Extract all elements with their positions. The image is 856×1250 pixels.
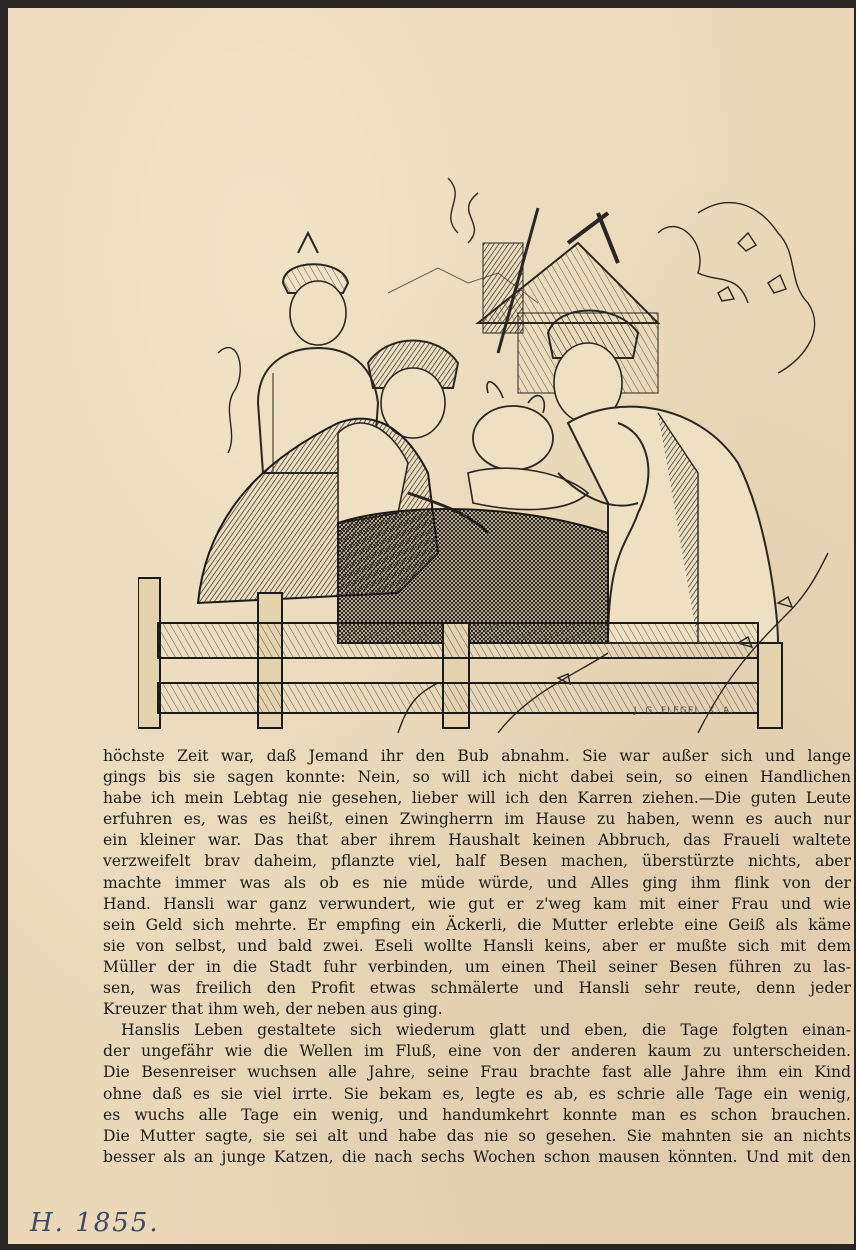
text-line: verzweifelt brav daheim, pflanzte viel, half Besen machen, überstürzte nichts, aber [103,852,851,871]
archive-handwritten-mark: H. 1855. [30,1208,160,1238]
text-line: sie von selbst, und bald zwei. Eseli wollte Hansli keins, aber er mußte sich mit dem [103,936,851,955]
text-line: Die Besenreiser wuchsen alle Jahre, seine Frau brachte fast alle Jahre ihm ein Kind [103,1063,851,1082]
engraving-illustration [138,173,838,738]
foliage-shape [658,203,815,373]
engraver-signature: J. G. FLEGEL. X. A. [633,706,734,716]
text-line: machte immer was als ob es nie müde würde, und Alles ging ihm flink von der [103,873,851,892]
text-line: ohne daß es sie viel irrte. Sie bekam es, legte es ab, es schrie alle Tage ein wenig, [103,1084,851,1103]
smoke-shape [448,178,478,243]
text-line: ein kleiner war. Das that aber ihrem Haushalt keinen Abbruch, das Fraueli waltete [103,831,851,850]
text-line: Hand. Hansli war ganz verwundert, wie gut er z'weg kam mit einer Frau und wie [103,894,851,913]
text-line: Die Mutter sagte, sie sei alt und habe das nie so gesehen. Sie mahnten sie an nichts [103,1126,851,1145]
text-line: habe ich mein Lebtag nie gesehen, lieber will ich den Karren ziehen.—Die guten Leute [103,789,851,808]
book-page [8,8,854,1244]
text-line: Kreuzer that ihm weh, der neben aus ging. [103,1000,443,1019]
text-line: höchste Zeit war, daß Jemand ihr den Bub abnahm. Sie war außer sich und lange [103,747,851,765]
text-line: sen, was freilich den Profit etwas schmälerte und Hansli sehr reute, denn jeder [103,979,851,998]
text-line: erfuhren es, was es heißt, einen Zwingherrn im Hause zu haben, wenn es auch nur [103,810,851,829]
text-line: Müller der in die Stadt fuhr verbinden, um einen Theil seiner Besen führen zu las- [103,957,851,976]
text-line: es wuchs alle Tage ein wenig, und handumkehrt konnte man es schon brauchen. [103,1105,851,1124]
body-text [103,746,851,1168]
text-line: gings bis sie sagen konnte: Nein, so will ich nicht dabei sein, so einen Handlichen [103,768,851,787]
text-line: Hanslis Leben gestaltete sich wiederum glatt und eben, die Tage folgten einan- [121,1021,851,1040]
text-line: sein Geld sich mehrte. Er empfing ein Äckerli, die Mutter erlebte eine Geiß als käme [103,915,851,934]
text-line: der ungefähr wie die Wellen im Fluß, eine von der anderen kaum zu unterscheiden. [103,1042,851,1061]
text-line: besser als an junge Katzen, die nach sechs Wochen schon mausen könnten. Und mit den [103,1147,851,1166]
